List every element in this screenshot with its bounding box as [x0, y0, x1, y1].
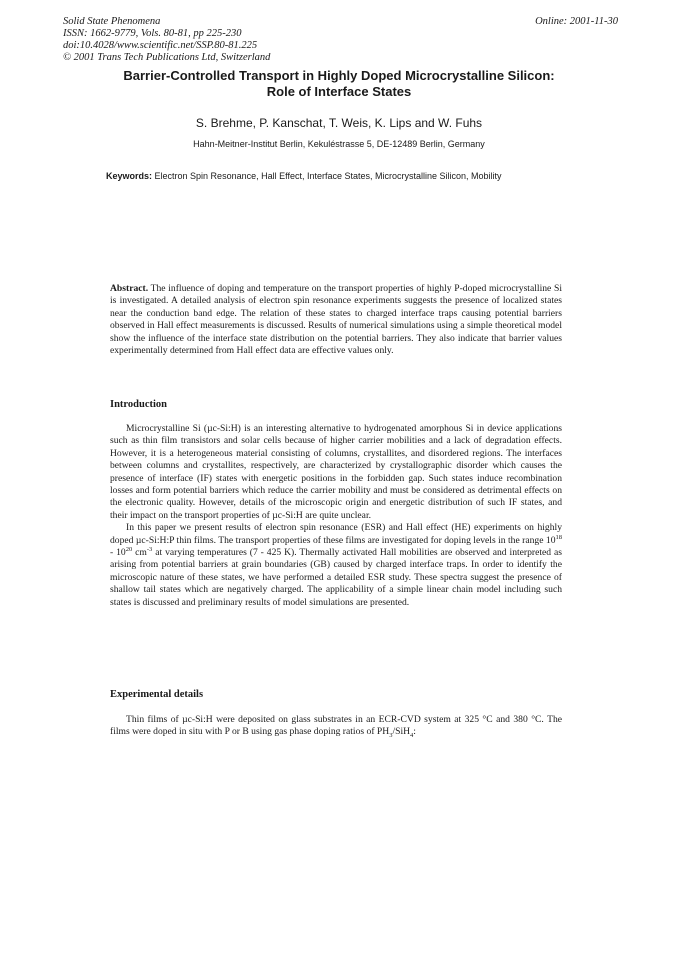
copyright-line: © 2001 Trans Tech Publications Ltd, Switzerland [63, 52, 271, 63]
paper-title [96, 68, 582, 100]
affiliation: Hahn-Meitner-Institut Berlin, Kekuléstrasse 5, DE-12489 Berlin, Germany [193, 139, 485, 149]
introduction-heading: Introduction [110, 399, 167, 410]
keywords-text: Electron Spin Resonance, Hall Effect, Interface States, Microcrystalline Silicon, Mobility [154, 171, 502, 181]
abstract-text: The influence of doping and temperature on the transport properties of highly P-doped microcrystalline Si is investigated. A detailed analysis of electron spin resonance experiments suggests the presence of localized states near the conduction band edge. The relation of these states to charged interface traps causing potential barriers observed in Hall effect measurements is discussed. Results of numerical simulations using a simple theoretical model show the influence of the interface state distribution on the potential barriers. They also indicate that barrier values experimentally determined from Hall effect data are effective values only. [110, 283, 562, 357]
doi-line[interactable]: doi:10.4028/www.scientific.net/SSP.80-81.225 [63, 40, 258, 51]
keywords [106, 170, 572, 182]
title-line-2: Role of Interface States [266, 84, 412, 99]
publication-header [63, 16, 270, 64]
experimental-paragraph-1: Thin films of µc-Si:H were deposited on glass substrates in an ECR-CVD system at 325 °C and 380 °C. The films were doped in situ with P or B using gas phase doping ratios of $PH_3/SiH_4$: [110, 714, 562, 740]
issn-line: ISSN: 1662-9779, Vols. 80-81, pp 225-230 [63, 28, 242, 39]
introduction-paragraph-1: Microcrystalline Si (µc-Si:H) is an interesting alternative to hydrogenated amorphous Si in device applications such as thin film transistors and solar cells because of higher carrier mobilities and a lack of degradation effects. However, it is a heterogeneous material consisting of columns, crystallites, and disordered regions. The interfaces between columns and crystallites, respectively, are characterized by crystallographic disorder which causes the presence of interface (IF) states with energetic positions in the forbidden gap. Such states induce recombination losses and form potential barriers which reduce the carrier mobility and must be considered as detrimental effects on the electronic quality. However, details of the microscopic origin and energetic distribution of such IF states, and their impact on the transport properties of µc-Si:H are quite unclear. [110, 423, 562, 521]
authors: S. Brehme, P. Kanschat, T. Weis, K. Lips and W. Fuhs [195, 116, 483, 130]
experimental-body [110, 714, 562, 739]
title-line-1: Barrier-Controlled Transport in Highly Doped Microcrystalline Silicon: [123, 68, 555, 83]
experimental-heading: Experimental details [110, 689, 204, 700]
keywords-label: Keywords: [106, 171, 153, 181]
online-date: Online: 2001-11-30 [535, 16, 618, 27]
journal-name: Solid State Phenomena [63, 16, 161, 27]
introduction-body [110, 423, 562, 609]
introduction-paragraph-2: In this paper we present results of electron spin resonance (ESR) and Hall effect (HE) experiments on highly doped µc-Si:H:P thin films. The transport properties of these films are investigated for doping levels in the range $10^{18} - 10^{20}$ $cm^{-3}$ at varying temperatures (7 - 425 K). Thermally activated Hall mobilities are observed and interpreted as arising from potential barriers at grain boundaries (GB) caused by charged interface traps. In order to identify the microscopic nature of these states, we have performed a detailed ESR study. These spectra suggest the presence of shallow tail states which are negatively charged. The applicability of a simple linear chain model including such states is discussed and preliminary results of model simulations are presented. [110, 522, 562, 608]
abstract-label: Abstract. [110, 283, 149, 294]
abstract [110, 283, 562, 357]
